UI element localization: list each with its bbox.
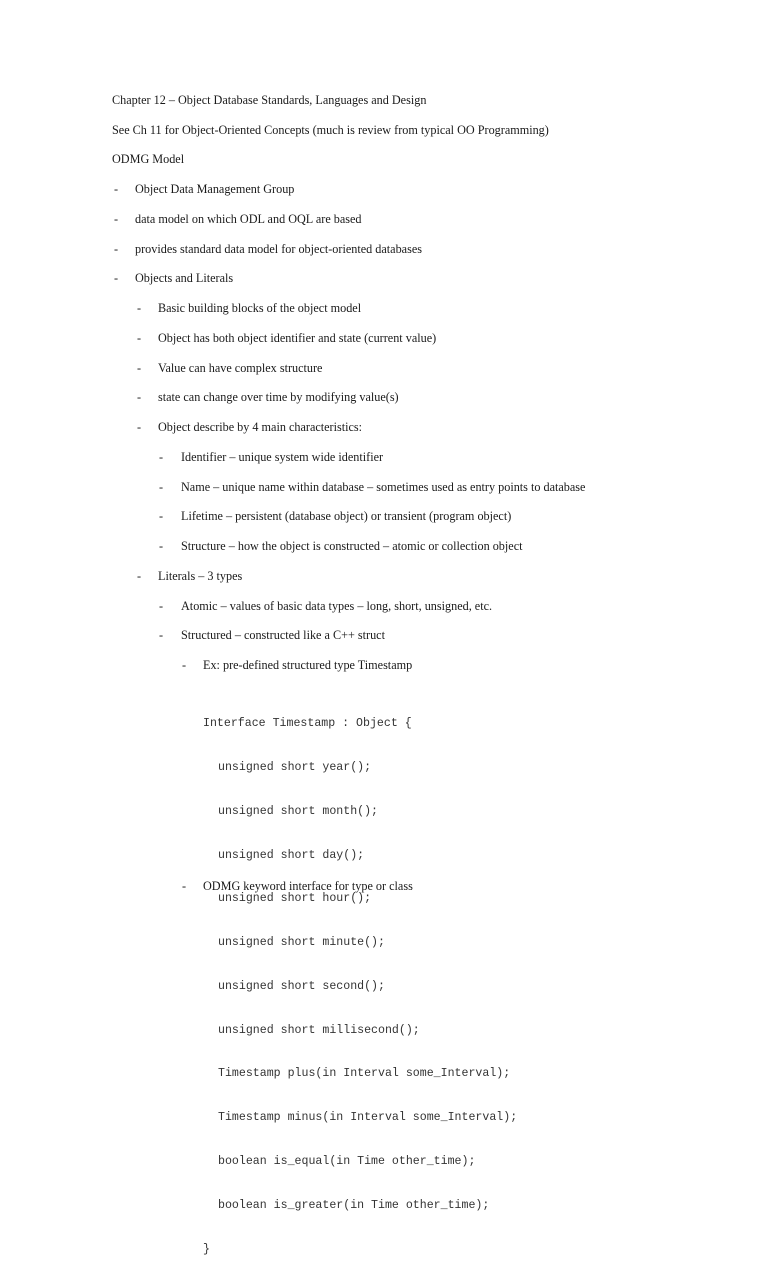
bullet-marker: -: [114, 182, 119, 196]
bullet-marker: -: [182, 658, 187, 672]
bullet-marker: -: [182, 879, 187, 893]
bullet-marker: -: [159, 539, 164, 553]
bullet-marker: -: [137, 361, 142, 375]
bullet-marker: -: [137, 569, 142, 583]
list-item: ODMG keyword interface for type or class: [203, 879, 413, 893]
bullet-marker: -: [137, 390, 142, 404]
bullet-marker: -: [159, 628, 164, 642]
code-line: unsigned short second();: [218, 979, 385, 993]
list-item: Identifier – unique system wide identifier: [181, 450, 384, 464]
list-item: Object describe by 4 main characteristics:: [158, 420, 363, 434]
bullet-marker: -: [114, 242, 119, 256]
list-item: Basic building blocks of the object model: [158, 301, 362, 315]
code-line: boolean is_greater(in Time other_time);: [218, 1198, 490, 1212]
bullet-marker: -: [159, 599, 164, 613]
list-item: Lifetime – persistent (database object) or transient (program object): [181, 509, 512, 523]
code-line: Timestamp plus(in Interval some_Interval);: [218, 1067, 511, 1081]
bullet-marker: -: [114, 212, 119, 226]
code-block: [203, 688, 517, 1286]
code-line: unsigned short day();: [218, 848, 365, 862]
list-item: Atomic – values of basic data types – long, short, unsigned, etc.: [181, 599, 493, 613]
bullet-marker: -: [159, 509, 164, 523]
code-line: unsigned short year();: [218, 760, 372, 774]
code-line: Interface Timestamp : Object {: [203, 717, 412, 731]
list-item: Structured – constructed like a C++ struct: [181, 628, 385, 642]
list-item: Objects and Literals: [135, 271, 234, 285]
list-item: state can change over time by modifying value(s): [158, 390, 399, 404]
list-item: provides standard data model for object-oriented databases: [135, 242, 422, 256]
code-line: boolean is_equal(in Time other_time);: [218, 1155, 476, 1168]
bullet-marker: -: [137, 420, 142, 434]
chapter-title: Chapter 12 – Object Database Standards, Languages and Design: [112, 93, 427, 107]
list-item: Name – unique name within database – sometimes used as entry points to database: [181, 480, 586, 494]
list-item: Ex: pre-defined structured type Timestamp: [203, 658, 413, 672]
list-item: Structure – how the object is constructed – atomic or collection object: [181, 539, 523, 553]
code-line: Timestamp minus(in Interval some_Interval);: [218, 1111, 518, 1125]
list-item: Object has both object identifier and state (current value): [158, 331, 437, 345]
code-line: unsigned short hour();: [218, 892, 372, 906]
list-item: Literals – 3 types: [158, 569, 243, 583]
section-heading: ODMG Model: [112, 152, 185, 166]
bullet-marker: -: [137, 331, 142, 345]
see-also-note: See Ch 11 for Object-Oriented Concepts (much is review from typical OO Programming): [112, 123, 549, 137]
list-item: data model on which ODL and OQL are based: [135, 212, 362, 226]
list-item: Value can have complex structure: [158, 361, 323, 375]
bullet-marker: -: [159, 480, 164, 494]
bullet-marker: -: [137, 301, 142, 315]
code-line: unsigned short millisecond();: [218, 1023, 420, 1037]
list-item: Object Data Management Group: [135, 182, 295, 196]
code-line: unsigned short minute();: [218, 936, 385, 950]
code-line: }: [203, 1242, 210, 1256]
bullet-marker: -: [159, 450, 164, 464]
bullet-marker: -: [114, 271, 119, 285]
code-line: unsigned short month();: [218, 804, 379, 818]
